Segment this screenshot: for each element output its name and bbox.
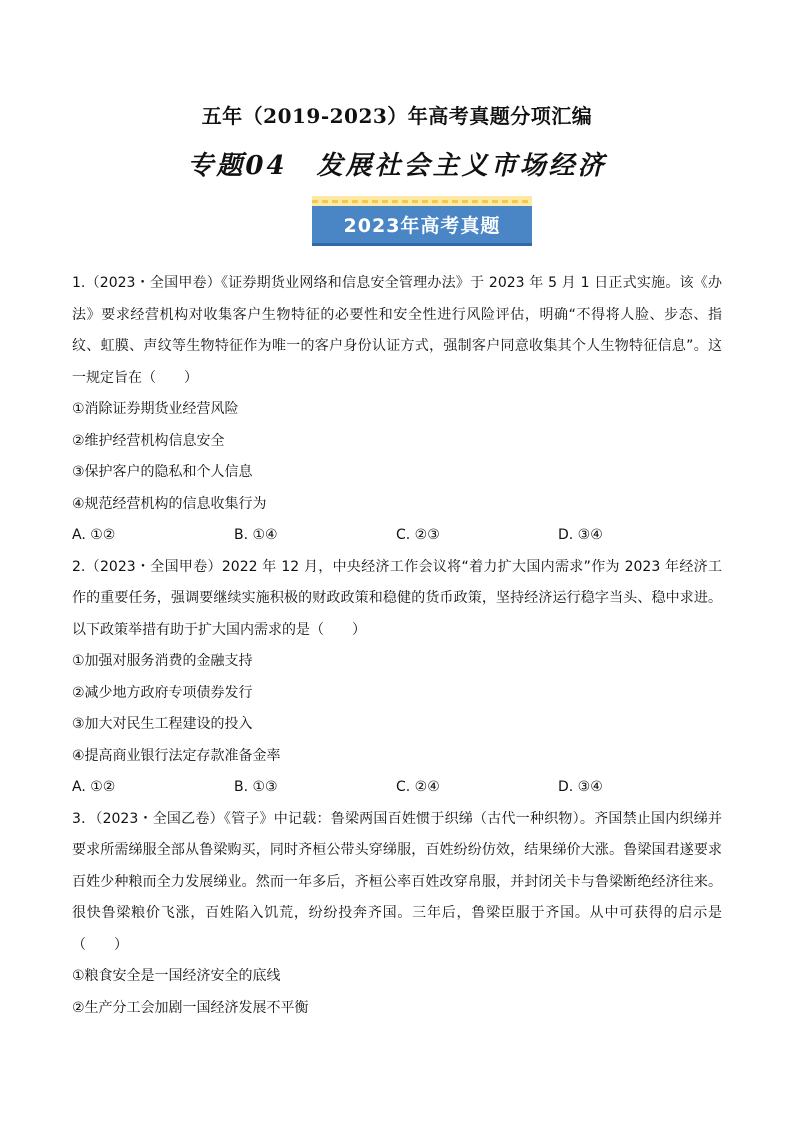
question-3: [72, 804, 722, 1025]
choice-c: C. ②④: [396, 779, 440, 795]
question-item: ①消除证券期货业经营风险: [72, 401, 239, 417]
question-item: ②维护经营机构信息安全: [72, 432, 225, 449]
choice-b: B. ①③: [234, 779, 278, 795]
question-stem: 2.（2023・全国甲卷）2022 年 12 月，中央经济工作会议将“着力扩大国内需求”作为 2023 年经济工作的重要任务，强调要继续实施积极的财政政策和稳健的货币政策，坚持经济运行稳字当头、稳中求进。以下政策举措有助于扩大国内需求的是（ ）: [72, 558, 722, 638]
question-item: ③加大对民生工程建设的投入: [72, 716, 253, 732]
choice-b: B. ①④: [234, 527, 278, 543]
choice-d: D. ③④: [558, 779, 603, 795]
question-item: ②减少地方政府专项债券发行: [72, 684, 253, 701]
question-item: ④提高商业银行法定存款准备金率: [72, 747, 281, 764]
choice-a: A. ①②: [72, 779, 116, 795]
question-stem: 1.（2023・全国甲卷）《证券期货业网络和信息安全管理办法》于 2023 年 5 月 1 日正式实施。该《办法》要求经营机构对收集客户生物特征的必要性和安全性进行风险评估，明确“不得将人脸、步态、指纹、虹膜、声纹等生物特征作为唯一的客户身份认证方式，强制客户同意收集其个人生物特征信息”。这一规定旨在（ ）: [72, 275, 722, 386]
question-item: ④规范经营机构的信息收集行为: [72, 495, 267, 512]
question-item: ①加强对服务消费的金融支持: [72, 653, 253, 669]
question-item: ①粮食安全是一国经济安全的底线: [72, 968, 281, 984]
question-list: [72, 268, 722, 1024]
banner-label: 2023年高考真题: [312, 206, 532, 246]
choice-d: D. ③④: [558, 527, 603, 543]
choice-c: C. ②③: [396, 527, 440, 543]
question-stem: 3．（2023・全国乙卷）《管子》中记载：鲁梁两国百姓惯于织绨（古代一种织物）。齐国禁止国内织绨并要求所需绨服全部从鲁梁购买，同时齐桓公带头穿绨服，百姓纷纷仿效，结果绨价大涨。鲁梁国君遂要求百姓少种粮而全力发展绨业。然而一年多后，齐桓公率百姓改穿帛服，并封闭关卡与鲁梁断绝经济往来。很快鲁梁粮价飞涨，百姓陷入饥荒，纷纷投奔齐国。三年后，鲁梁臣服于齐国。从中可获得的启示是（ ）: [72, 810, 722, 953]
question-1: [72, 268, 722, 552]
answer-choices: [72, 772, 722, 804]
document-title: 五年（2019-2023）年高考真题分项汇编: [201, 104, 593, 128]
choice-a: A. ①②: [72, 527, 116, 543]
answer-choices: [72, 520, 722, 552]
question-item: ②生产分工会加剧一国经济发展不平衡: [72, 999, 309, 1016]
question-2: [72, 552, 722, 804]
document-subtitle: 专题04 发展社会主义市场经济: [187, 151, 607, 181]
question-item: ③保护客户的隐私和个人信息: [72, 464, 253, 480]
section-banner: [312, 196, 532, 246]
